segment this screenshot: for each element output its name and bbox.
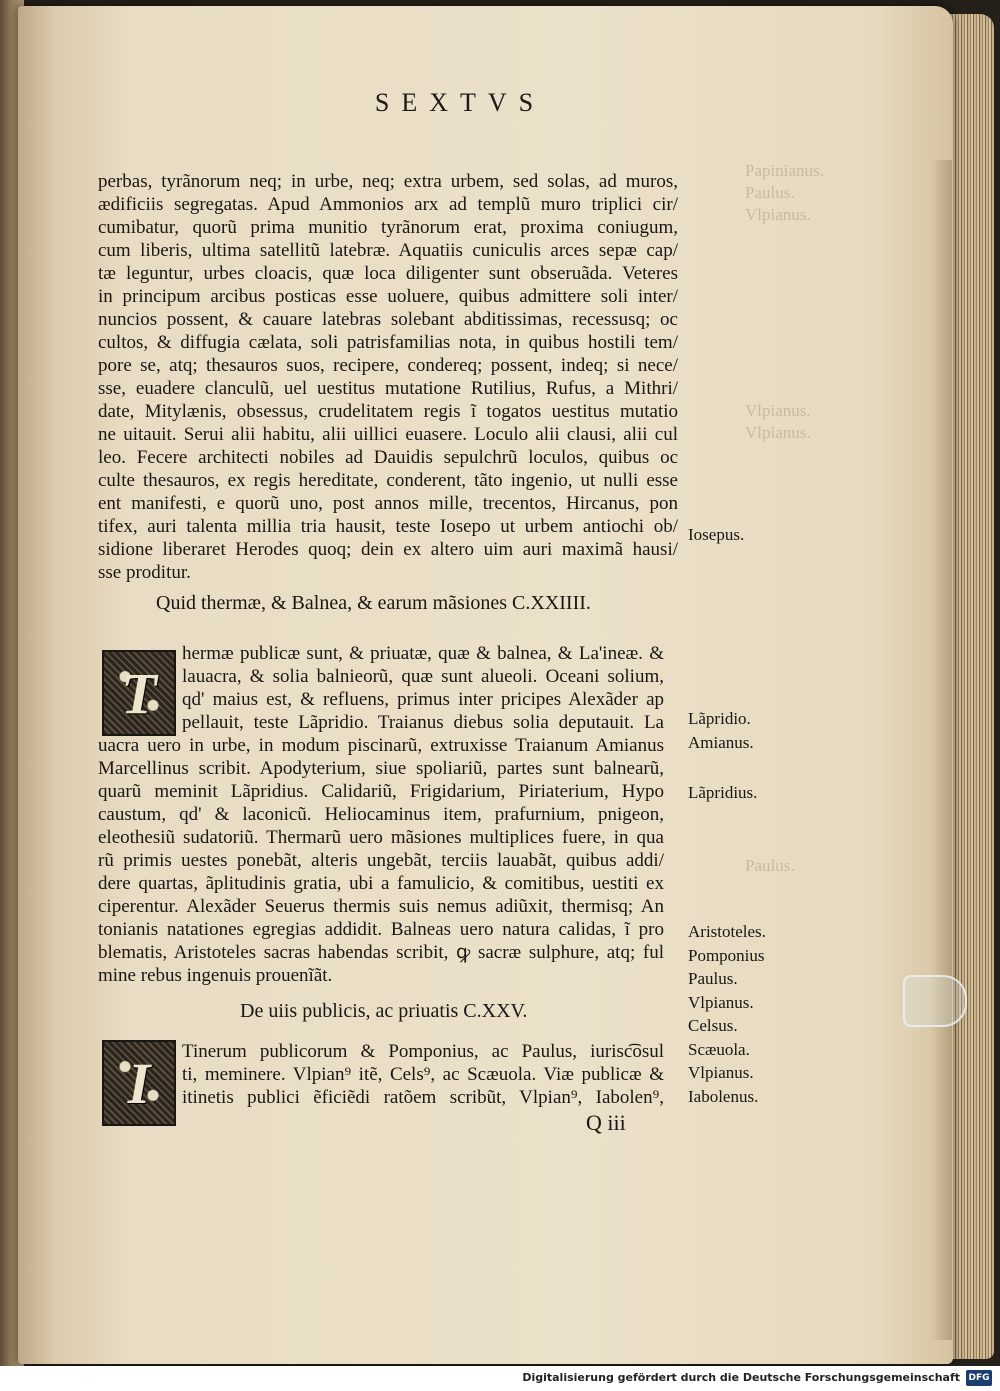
- margin-note: Aristoteles.: [688, 922, 766, 941]
- section-1-paragraph: [98, 170, 678, 584]
- text-line: ædificiis segregatas. Apud Ammonios arx ad templũ muro triplici cir/: [98, 194, 678, 215]
- text-line: ti, meminere. Vlpian⁹ itẽ, Cels⁹, ac Scæuola. Viæ publicæ &: [182, 1064, 664, 1085]
- margin-note: Iosepus.: [688, 525, 745, 544]
- text-line: uacra uero in urbe, in modum piscinarũ, extruxisse Traianum Amianus: [98, 735, 664, 756]
- text-line: sse, euadere clanculũ, uel uestitus mutatione Rutilius, Rufus, a Mithri/: [98, 378, 678, 399]
- margin-note: Vlpianus.: [688, 992, 754, 1012]
- margin-notes-top: [688, 525, 744, 545]
- margin-notes-bottom: [688, 920, 766, 1108]
- text-line: nuncios possent, & cauare latebras solebant abditissimas, recessusq; oc: [98, 309, 678, 330]
- margin-notes-middle: [688, 707, 757, 805]
- chapter-heading-24: Quid thermæ, & Balnea, & earum mãsiones C.XXIIII.: [156, 592, 591, 614]
- text-line: culte thesauros, ex regis hereditate, conderent, tãto ingenio, ut nulli esse: [98, 470, 678, 491]
- digitization-footer: [0, 1366, 1000, 1391]
- running-header: SEXTVS: [374, 88, 546, 117]
- text-line: mine rebus ingenuis prouenĩãt.: [98, 965, 333, 986]
- text-line: date, Mitylænis, obsessus, crudelitatem regis ĩ togatos uestitus mutatio: [98, 401, 678, 422]
- text-line: ciperentur. Alexãder Seuerus thermis suis nemus adiũxit, thermisq; An: [98, 896, 664, 917]
- text-line: pellauit, teste Lãpridio. Traianus diebus solia deputauit. La: [182, 712, 664, 733]
- section-2-paragraph: [98, 734, 664, 987]
- text-line: sse proditur.: [98, 562, 191, 583]
- margin-note: Paulus.: [688, 969, 738, 988]
- text-line: cultos, & diffugia cælata, soli patrisfamilias nota, in quibus hostili tem/: [98, 332, 678, 353]
- margin-note: Scæuola.: [688, 1039, 750, 1059]
- show-through-text: Paulus.: [745, 856, 795, 875]
- text-line: leo. Fecere architecti nobiles ad Dauidis sepulchrũ loculos, quibus oc: [98, 447, 678, 468]
- text-line: cum liberis, ultima satellitũ latebræ. Aquatiis cuniculis arces sepæ cap/: [98, 240, 678, 261]
- margin-note: Vlpianus.: [688, 1063, 754, 1082]
- text-line: dere quartas, ãplitudinis gratia, ubi a famulicio, & comitibus, uestiti ex: [98, 873, 664, 894]
- text-line: Marcellinus scribit. Apodyterium, siue spoliariũ, partes sunt balnearũ,: [98, 758, 664, 779]
- text-line: in principum arcibus posticas esse uoluere, quibus admittere soli inter/: [98, 286, 678, 307]
- margin-note: Lãpridio.: [688, 709, 751, 728]
- text-line: Tinerum publicorum & Pomponius, ac Paulus, iurisc͡osul: [182, 1041, 664, 1062]
- text-line: tæ leguntur, urbes cloacis, quæ loca diligenter sunt obseruãda. Veteres: [98, 263, 678, 284]
- text-line: ent manifesti, e quorũ uno, post annos mille, trecentos, Hircanus, pon: [98, 493, 678, 514]
- dfg-logo: DFG: [966, 1370, 992, 1386]
- text-line: lauacra, & solia balnieorũ, quæ sunt alueoli. Oceani solium,: [182, 666, 664, 687]
- page-fold-shadow: [930, 160, 952, 1340]
- signature-mark: Q iii: [586, 1110, 626, 1135]
- margin-note: Pomponius: [688, 945, 765, 965]
- book-page-edges: [950, 14, 994, 1359]
- text-line: qd' maius est, & refluens, primus inter pricipes Alexãder ap: [182, 689, 664, 710]
- text-line: cumibatur, quorũ prima munitio tyrãnorum erat, proxima coniugum,: [98, 217, 678, 238]
- decorated-initial-t: T: [102, 650, 176, 736]
- text-line: hermæ publicæ sunt, & priuatæ, quæ & balnea, & La'ineæ. &: [182, 643, 664, 664]
- section-2-indented-lines: [182, 642, 664, 734]
- show-through-text: Vlpianus. Vlpianus.: [745, 401, 811, 442]
- margin-note: Iabolenus.: [688, 1086, 759, 1106]
- margin-note: Celsus.: [688, 1016, 738, 1035]
- funding-credit: Digitalisierung gefördert durch die Deutsche Forschungsgemeinschaft: [522, 1371, 960, 1384]
- bookmark-tab: [903, 975, 967, 1027]
- text-line: pore se, atq; thesauros suos, recipere, condereq; possent, indeq; si nece/: [98, 355, 678, 376]
- chapter-heading-25: De uiis publicis, ac priuatis C.XXV.: [240, 1000, 528, 1022]
- text-line: tonianis natationes egregias addidit. Balneas uero natura calidas, ĩ pro: [98, 919, 664, 940]
- margin-note: Amianus.: [688, 733, 754, 752]
- margin-note: Lãpridius.: [688, 783, 758, 802]
- text-line: sidione liberaret Herodes quoq; dein ex altero uim auri maximã hausi/: [98, 539, 678, 560]
- text-line: quarũ meminit Lãpridius. Calidariũ, Frigidarium, Piriaterium, Hypo: [98, 781, 664, 802]
- text-line: rũ primis uestes ponebãt, alteris ungebãt, terciis lauabãt, quibus addi/: [98, 850, 664, 871]
- section-3-paragraph: [182, 1040, 664, 1109]
- text-line: tifex, auri talenta millia tria hausit, teste Iosepo ut urbem antiochi ob/: [98, 516, 678, 537]
- text-line: itinetis publici ẽficiẽdi ratõem scribũt, Vlpian⁹, Iabolen⁹,: [182, 1087, 664, 1108]
- text-line: perbas, tyrãnorum neq; in urbe, neq; extra urbem, sed solas, ad muros,: [98, 171, 678, 192]
- decorated-initial-i: I: [102, 1040, 176, 1126]
- show-through-text: Papinianus. Paulus. Vlpianus.: [745, 161, 824, 224]
- text-line: ne uitauit. Serui alii habitu, alii uillici euasere. Loculo alii clausi, alii cul: [98, 424, 678, 445]
- text-line: blematis, Aristoteles sacras habendas scribit, ꝙ sacræ sulphure, atq; ful: [98, 942, 664, 963]
- text-line: caustum, qd' & laconicũ. Heliocaminus item, prafurnium, pnigeon,: [98, 804, 664, 825]
- text-line: eleothesiũ sudatoriũ. Thermarũ uero mãsiones multiplices fuere, in qua: [98, 827, 664, 848]
